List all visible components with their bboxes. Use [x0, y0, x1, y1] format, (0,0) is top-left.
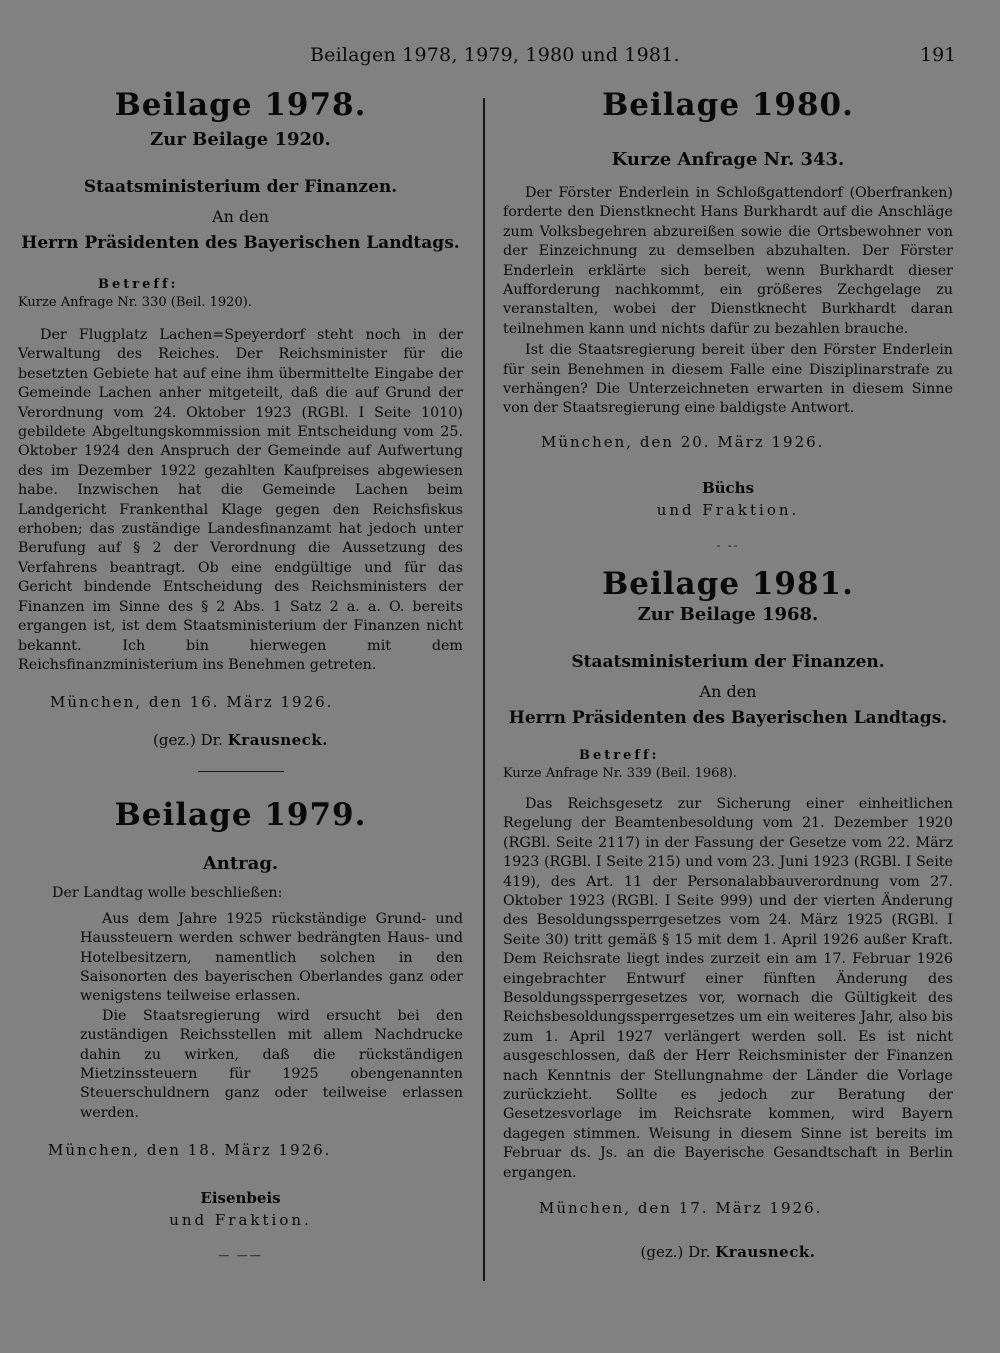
betreff-label: Betreff: — [579, 747, 660, 763]
beilage-1979-title: Beilage 1979. — [114, 797, 367, 834]
end-mark: — —— — [218, 1249, 263, 1263]
page-number: 191 — [920, 44, 957, 66]
signature-prefix: (gez.) Dr. — [640, 1243, 711, 1261]
signer-name: Eisenbeis — [200, 1189, 281, 1208]
signature-name: Krausneck. — [227, 731, 328, 750]
left-column — [18, 86, 463, 1263]
ministry-heading: Staatsministerium der Finanzen. — [571, 651, 885, 672]
beilage-1980-title: Beilage 1980. — [602, 87, 854, 123]
beilage-1978 — [18, 86, 463, 772]
signature — [18, 729, 463, 751]
beilage-1979 — [18, 796, 463, 1263]
motion-paragraphs — [18, 910, 463, 1123]
addressee-intro: An den — [212, 207, 269, 226]
motion-paragraph: Die Staatsregierung wird ersucht bei den zuständigen Reichsstellen mit allem Nachdrucke dahin zu wirken, daß die rückständigen Mietzinssteuern für 1925 obengenannten Steuerschuldnern ganz oder teilweise erlassen werden. — [80, 1007, 463, 1121]
dateline: München, den 17. März 1926. — [539, 1199, 823, 1217]
right-column — [503, 86, 953, 1263]
recipient: Herrn Präsidenten des Bayerischen Landtags. — [21, 233, 460, 253]
signer-name: Büchs — [701, 478, 755, 497]
body-text: Das Reichsgesetz zur Sicherung einer einheitlichen Regelung der Beamtenbesoldung vom 21. Dezember 1920 (RGBl. Seite 2117) in der Fassung der Gesetze vom 22. März 1923 (RGBl. I Seite 215) und vom 23. Juni 1923 (RGBl. I Seite 419), des Art. 11 der Personalabbauverordnung vom 27. Oktober 1923 (RGBl. I Seite 999) und der vierten Änderung des Besoldungssperrgesetzes vom 24. März 1925 (RGBl. I Seite 30) tritt gemäß § 15 mit dem 1. April 1926 außer Kraft. Dem Reichsrate liegt indes zurzeit ein am 17. Februar 1926 eingebrachter Entwurf einer fünften Änderung des Besoldungssperrgesetzes vor, wornach die Gültigkeit des Reichsbesoldungssperrgesetzes um ein weiteres Jahr, also bis zum 1. April 1927 verlängert werden soll. Es ist nicht ausgeschlossen, daß der Herr Reichsminister der Finanzen nach Kenntnis der Stellungnahme der Länder die Vorlage zurückzieht. Sollte es jedoch zur Beratung der Gesetzesvorlage im Reichsrate kommen, wird Bayern dagegen stimmen. Weisung in diesem Sinne ist bereits im Februar ds. Js. an die Bayerische Gesandtschaft in Berlin ergangen. — [503, 795, 953, 1181]
dateline: München, den 16. März 1926. — [50, 693, 334, 712]
signature-prefix: (gez.) Dr. — [153, 731, 223, 750]
recipient: Herrn Präsidenten des Bayerischen Landtags. — [508, 707, 948, 728]
dateline: München, den 18. März 1926. — [48, 1141, 332, 1160]
inquiry-paragraph: Ist die Staatsregierung bereit über den Förster Enderlein für sein Benehmen in diesem Falle eine Disziplinarstrafe zu verhängen? Die Unterzeichneten erwarten in diesem Sinne von der Staatsregierung eine baldigste Antwort. — [503, 342, 953, 417]
signer-faction: und Fraktion. — [169, 1211, 312, 1230]
beilage-1981-title: Beilage 1981. — [602, 565, 854, 602]
dateline: München, den 20. März 1926. — [541, 432, 825, 451]
signature — [503, 1241, 953, 1263]
beilage-1978-subtitle: Zur Beilage 1920. — [150, 129, 331, 150]
beilage-1979-subtitle: Antrag. — [202, 853, 279, 875]
beilage-1980 — [503, 86, 953, 553]
beilage-1981-subtitle: Zur Beilage 1968. — [637, 603, 819, 625]
ministry-heading: Staatsministerium der Finanzen. — [83, 177, 398, 197]
motion-intro: Der Landtag wolle beschließen: — [52, 885, 283, 902]
beilage-1980-subtitle: Kurze Anfrage Nr. 343. — [611, 149, 845, 170]
beilage-1978-title: Beilage 1978. — [114, 87, 367, 123]
betreff-reference: Kurze Anfrage Nr. 339 (Beil. 1968). — [503, 765, 737, 781]
section-separator — [198, 771, 284, 772]
end-mark: - -- — [716, 538, 740, 552]
addressee-intro: An den — [699, 681, 757, 701]
betreff-reference: Kurze Anfrage Nr. 330 (Beil. 1920). — [18, 295, 252, 310]
column-divider — [483, 98, 485, 1281]
inquiry-paragraph: Der Förster Enderlein in Schloßgattendorf (Oberfranken) forderte den Dienstknecht Hans Burkhardt auf die Anschläge zum Volksbegehren abzureißen sowie die Ortsbewohner von der Einzeichnung zu demselben abzuhalten. Der Förster Enderlein erklärte sich bereit, wenn Burkhardt dieser Aufforderung nachkommt, ein größeres Zechgelage zu veranstalten, wobei der Dienstknecht Burkhardt daran teilnehmen kann und nichts dafür zu bezahlen brauche. — [503, 185, 953, 337]
signature-name: Krausneck. — [715, 1243, 816, 1261]
signer-faction: und Fraktion. — [656, 500, 800, 519]
motion-paragraph: Aus dem Jahre 1925 rückständige Grund- und Haussteuern werden schwer bedrängten Haus- und Hotelbesitzern, namentlich solchen in den Saisonorten des bayerischen Oberlandes ganz oder wenigstens teilweise erlassen. — [80, 910, 463, 1005]
beilage-1981 — [503, 565, 953, 1263]
running-title: Beilagen 1978, 1979, 1980 und 1981. — [310, 44, 680, 66]
body-text: Der Flugplatz Lachen=Speyerdorf steht noch in der Verwaltung des Reiches. Der Reichsminister für die besetzten Gebiete hat auf eine ihm übermittelte Eingabe der Gemeinde Lachen anher mitgeteilt, daß die auf Grund der Verordnung vom 24. Oktober 1923 (RGBl. I Seite 1010) gebildete Abgeltungskommission mit Entscheidung vom 25. Oktober 1924 den Anspruch der Gemeinde auf Aufwertung des im Dezember 1922 gezahlten Kaufpreises abgewiesen habe. Inzwischen hat die Gemeinde Lachen beim Landgericht Frankenthal Klage gegen den Reichsfiskus erhoben; das zuständige Landesfinanzamt hat jedoch unter Berufung auf § 2 der Verordnung die Aussetzung des Verfahrens beantragt. Ob eine endgültige und für das Gericht bindende Entscheidung des Reichsministers der Finanzen im Sinne des § 2 Abs. 1 Satz 2 a. a. O. bereits ergangen ist, ist dem Staatsministerium der Finanzen nicht bekannt. Ich bin hierwegen mit dem Reichsfinanzministerium ins Benehmen getreten. — [18, 327, 463, 673]
betreff-label: Betreff: — [98, 277, 179, 292]
page-header — [0, 44, 1000, 74]
